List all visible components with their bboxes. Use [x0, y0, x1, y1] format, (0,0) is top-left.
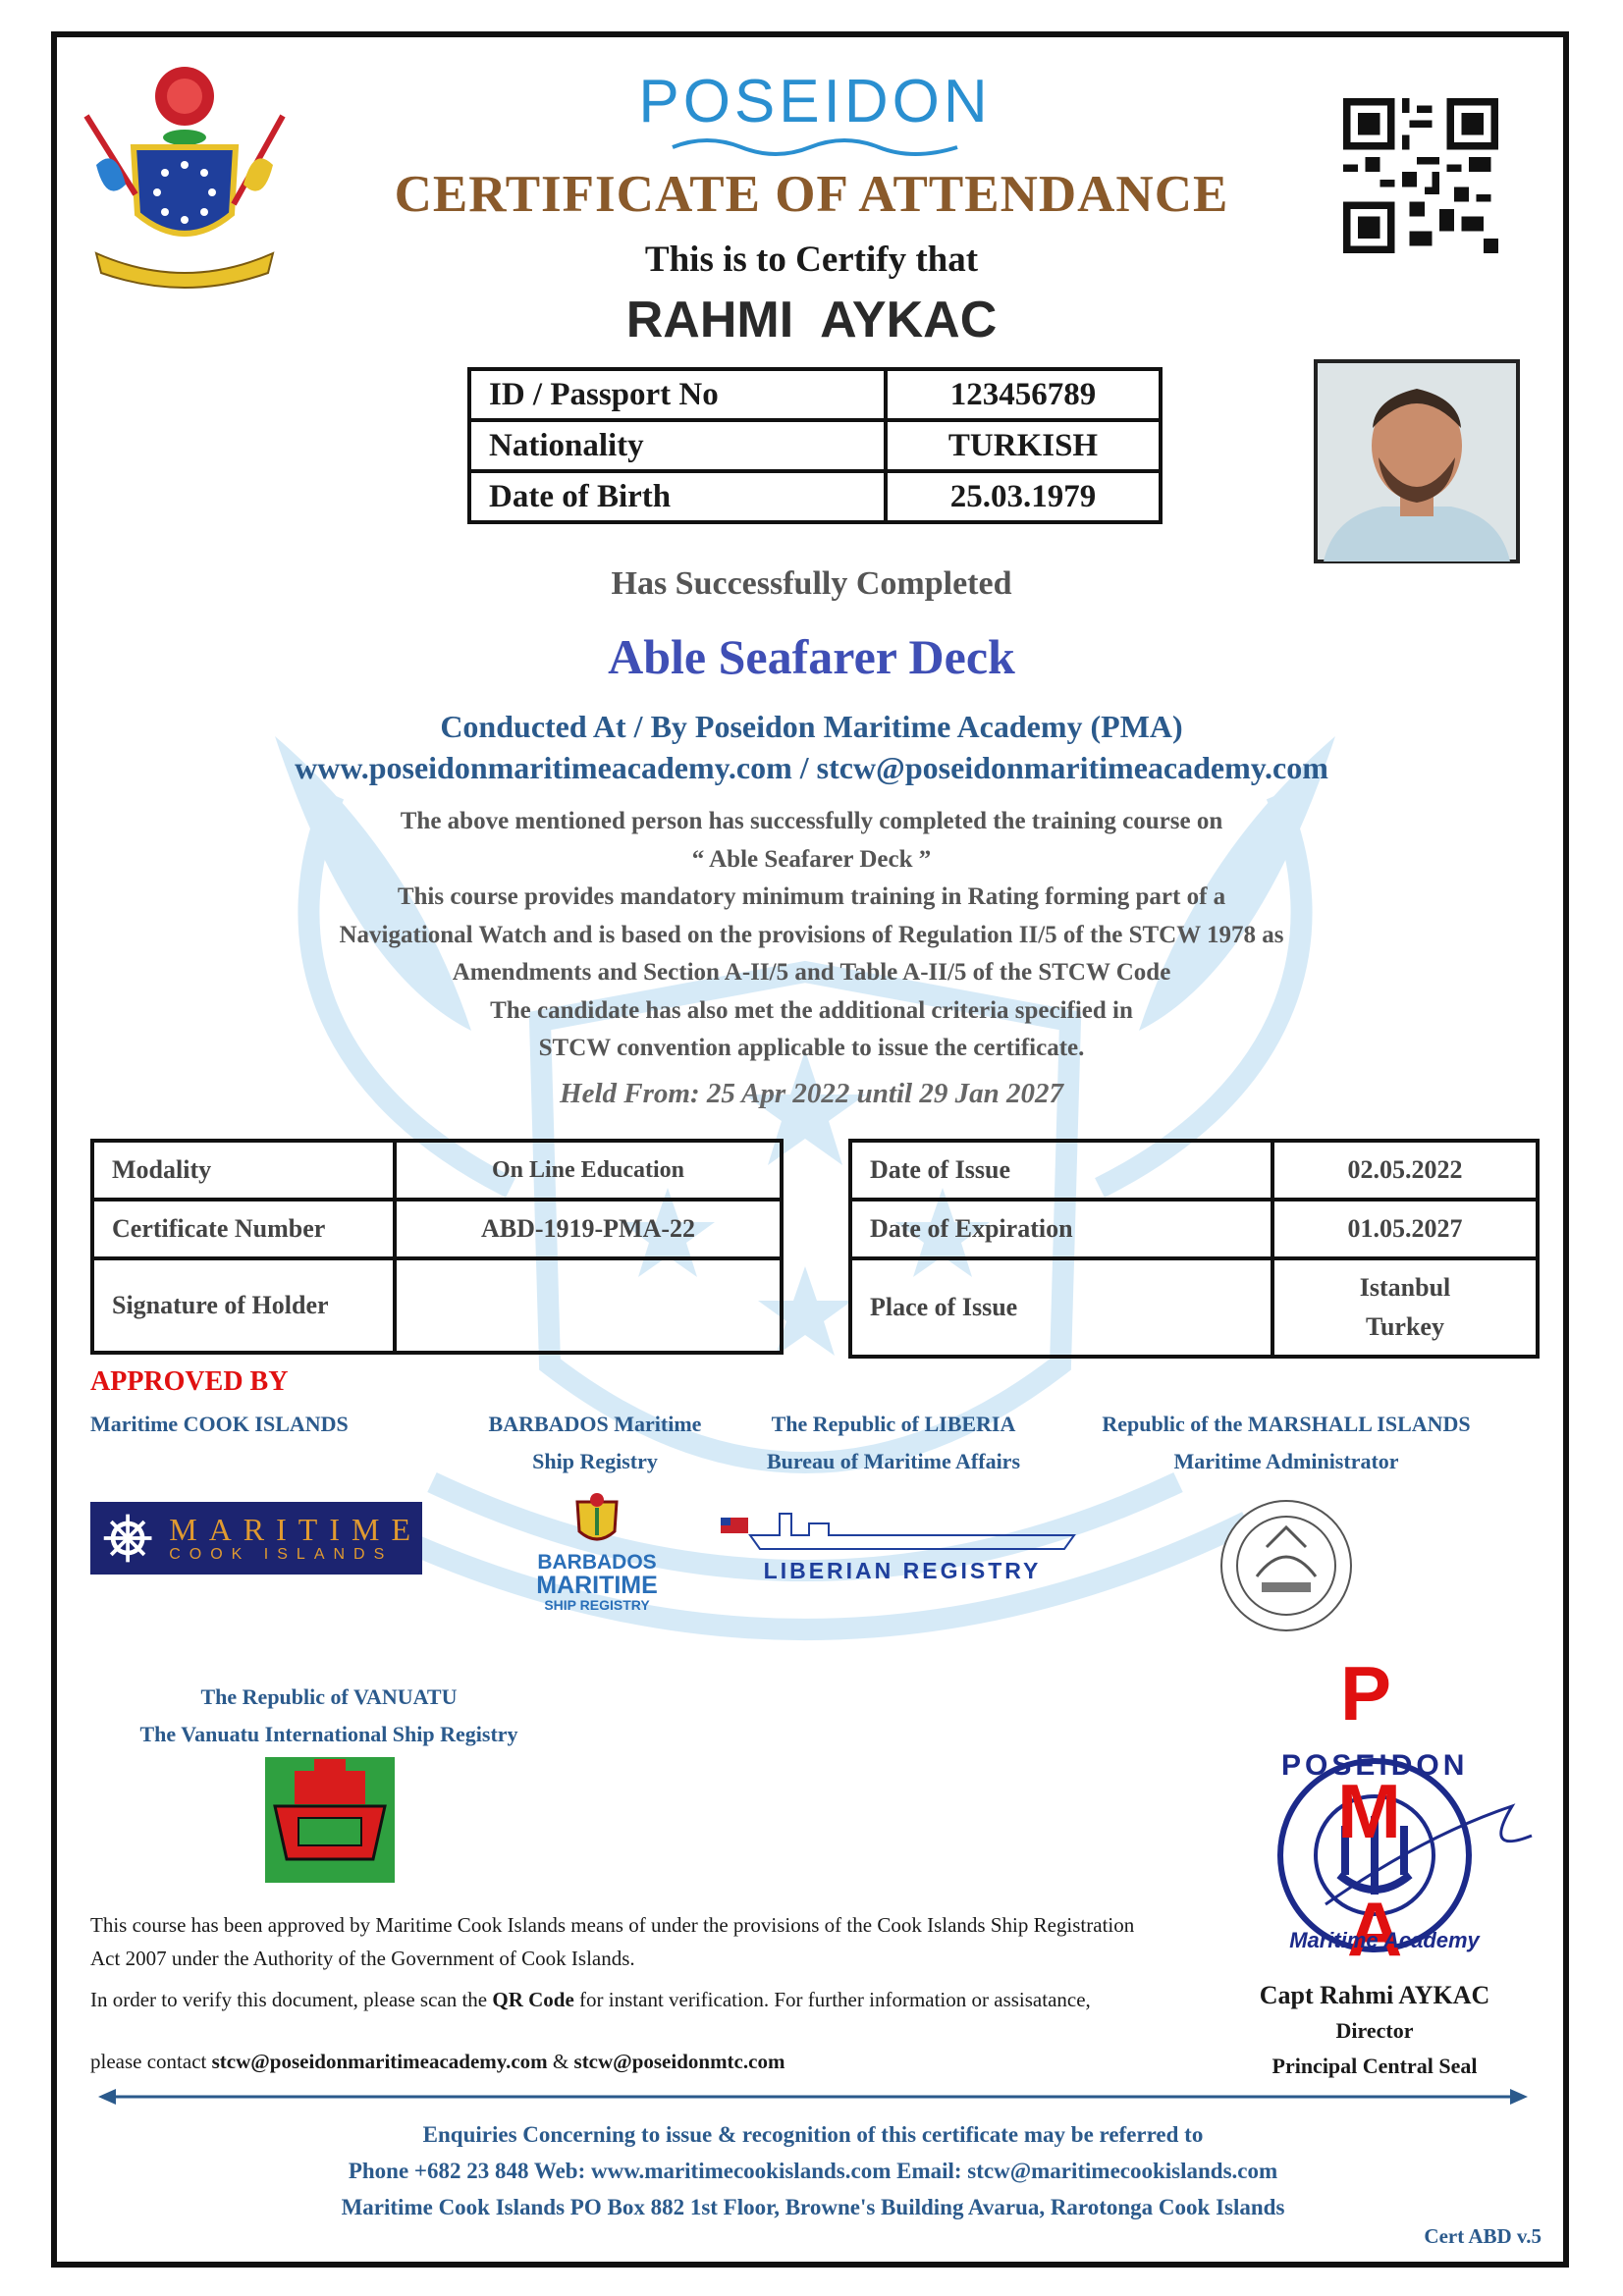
course-description — [245, 803, 1378, 1068]
nationality-value: TURKISH — [886, 420, 1161, 471]
table-row — [92, 1258, 782, 1353]
verify-text-pre: In order to verify this document, please scan the — [90, 1988, 493, 2011]
approver-vanuatu — [118, 1679, 540, 1753]
holder-info-table — [467, 367, 1163, 524]
holder-photo — [1314, 359, 1520, 563]
certificate-number-value: ABD-1919-PMA-22 — [395, 1200, 782, 1258]
approval-statement: This course has been approved by Maritime Cook Islands means of under the provisions of the Cook Islands Ship Registration Act 2007 under the Authority of the Government of Cook Islands. — [90, 1913, 1135, 1970]
approver-line: Bureau of Maritime Affairs — [766, 1449, 1021, 1473]
barbados-logo-line3: SHIP REGISTRY — [544, 1597, 650, 1613]
seal-letter-p: P — [1340, 1650, 1392, 1736]
footer-line: Enquiries Concerning to issue & recognition of this certificate may be referred to — [422, 2122, 1204, 2147]
marshall-islands-seal — [1217, 1498, 1355, 1633]
barbados-logo-line1: BARBADOS — [537, 1551, 657, 1574]
maritime-logo-text — [169, 1513, 422, 1564]
description-line: The above mentioned person has successfully completed the training course on — [400, 808, 1223, 834]
course-name: Able Seafarer Deck — [608, 629, 1015, 684]
expiration-value: 01.05.2027 — [1272, 1200, 1538, 1258]
description-line: Navigational Watch and is based on the provisions of Regulation II/5 of the STCW 1978 as — [339, 921, 1284, 948]
vanuatu-registry-logo — [265, 1757, 395, 1883]
ship-skyline-icon — [721, 1506, 1084, 1553]
place-label: Place of Issue — [850, 1258, 1272, 1357]
ship-wheel-icon — [100, 1509, 155, 1568]
footer-divider — [98, 2085, 1528, 2109]
issue-date-value: 02.05.2022 — [1272, 1141, 1538, 1200]
signatory-role: Director — [1335, 2018, 1414, 2043]
cook-islands-coat-of-arms — [67, 57, 302, 297]
completed-line: Has Successfully Completed — [611, 565, 1012, 602]
maritime-logo-small: COOK ISLANDS — [169, 1546, 394, 1563]
dob-label: Date of Birth — [469, 471, 886, 522]
approver-cook-islands — [81, 1406, 385, 1443]
modality-label: Modality — [92, 1141, 395, 1200]
qr-code[interactable] — [1343, 98, 1498, 253]
contact-line — [90, 2050, 1131, 2074]
academy-contacts-link[interactable]: www.poseidonmaritimeacademy.com / stcw@poseidonmaritimeacademy.com — [295, 750, 1328, 785]
seal-ring-text-top: POSEIDON — [1281, 1749, 1469, 1782]
approver-line: BARBADOS Maritime — [488, 1412, 702, 1436]
certificate-version: Cert ABD v.5 — [1424, 2224, 1542, 2248]
approved-by-heading: APPROVED BY — [90, 1366, 289, 1397]
barbados-maritime-logo — [518, 1492, 676, 1613]
qr-code-label: QR Code — [492, 1988, 574, 2011]
contact-ampersand: & — [547, 2050, 574, 2073]
certificate-number-label: Certificate Number — [92, 1200, 395, 1258]
contact-email-link[interactable]: stcw@poseidonmaritimeacademy.com — [211, 2050, 548, 2073]
signature-label: Signature of Holder — [92, 1258, 395, 1353]
poseidon-logo — [589, 68, 1041, 164]
id-label: ID / Passport No — [469, 369, 886, 420]
liberian-registry-text: LIBERIAN REGISTRY — [763, 1558, 1042, 1583]
issue-details-table — [848, 1139, 1540, 1359]
issue-date-label: Date of Issue — [850, 1141, 1272, 1200]
verify-text-post: for instant verification. For further information or assisatance, — [573, 1988, 1091, 2011]
footer-line: Maritime Cook Islands PO Box 882 1st Floor, Browne's Building Avarua, Rarotonga Cook Islands — [341, 2195, 1285, 2219]
poseidon-logo-text: POSEIDON — [638, 68, 992, 135]
expiration-label: Date of Expiration — [850, 1200, 1272, 1258]
nationality-label: Nationality — [469, 420, 886, 471]
approver-line: The Republic of LIBERIA — [771, 1412, 1016, 1436]
approver-marshall-islands — [1080, 1406, 1492, 1480]
approver-line: Ship Registry — [532, 1449, 658, 1473]
approver-line: The Republic of VANUATU — [200, 1684, 458, 1709]
table-row — [469, 369, 1161, 420]
place-country: Turkey — [1366, 1312, 1444, 1341]
maritime-cook-islands-logo — [90, 1502, 422, 1575]
approver-line: Republic of the MARSHALL ISLANDS — [1102, 1412, 1471, 1436]
table-row — [469, 471, 1161, 522]
approver-line: Maritime COOK ISLANDS — [90, 1412, 349, 1436]
verification-note — [90, 1983, 1131, 2016]
barbados-crest-icon — [568, 1492, 626, 1547]
footer-line: Phone +682 23 848 Web: www.maritimecookislands.com Email: stcw@maritimecookislands.com — [348, 2159, 1278, 2183]
contact-email-link[interactable]: stcw@poseidonmtc.com — [573, 2050, 785, 2073]
certify-line: This is to Certify that — [644, 240, 979, 280]
table-row — [850, 1258, 1538, 1357]
description-line: This course provides mandatory minimum training in Rating forming part of a — [397, 883, 1226, 910]
place-city: Istanbul — [1359, 1273, 1451, 1302]
signature-field[interactable] — [395, 1258, 782, 1353]
signatory-name: Capt Rahmi AYKAC — [1259, 1981, 1490, 2009]
modality-value: On Line Education — [395, 1141, 782, 1200]
conducted-by: Conducted At / By Poseidon Maritime Academy (PMA) — [440, 709, 1183, 744]
table-row — [469, 420, 1161, 471]
table-row — [850, 1141, 1538, 1200]
place-value — [1272, 1258, 1538, 1357]
approver-barbados — [458, 1406, 732, 1480]
description-line: “ Able Seafarer Deck ” — [691, 845, 932, 873]
table-row — [92, 1200, 782, 1258]
table-row — [92, 1141, 782, 1200]
approver-line: Maritime Administrator — [1173, 1449, 1399, 1473]
description-line: The candidate has also met the additional criteria specified in — [490, 996, 1133, 1024]
seal-ring-text-bottom: Maritime Academy — [1289, 1928, 1480, 1952]
holder-name: RAHMI AYKAC — [625, 292, 998, 348]
approver-liberia — [746, 1406, 1041, 1480]
seal-letter-m: M — [1337, 1768, 1401, 1854]
certificate-title: CERTIFICATE OF ATTENDANCE — [394, 166, 1229, 223]
description-line: Amendments and Section A-II/5 and Table A-II/5 of the STCW Code — [452, 959, 1171, 986]
seal-label: Principal Central Seal — [1271, 2054, 1478, 2078]
approver-line: The Vanuatu International Ship Registry — [139, 1722, 518, 1746]
contact-prefix: please contact — [90, 2050, 212, 2073]
id-value: 123456789 — [886, 369, 1161, 420]
held-from: Held From: 25 Apr 2022 until 29 Jan 2027 — [560, 1078, 1063, 1109]
wave-icon — [668, 133, 962, 159]
course-details-table — [90, 1139, 784, 1355]
description-line: STCW convention applicable to issue the certificate. — [538, 1035, 1085, 1061]
dob-value: 25.03.1979 — [886, 471, 1161, 522]
seal-letter-a: A — [1347, 1886, 1403, 1972]
liberian-registry-logo — [721, 1506, 1084, 1584]
table-row — [850, 1200, 1538, 1258]
barbados-logo-line2: MARITIME — [536, 1572, 658, 1599]
footer-enquiries — [98, 2116, 1528, 2225]
maritime-logo-big: MARITIME — [169, 1512, 422, 1547]
